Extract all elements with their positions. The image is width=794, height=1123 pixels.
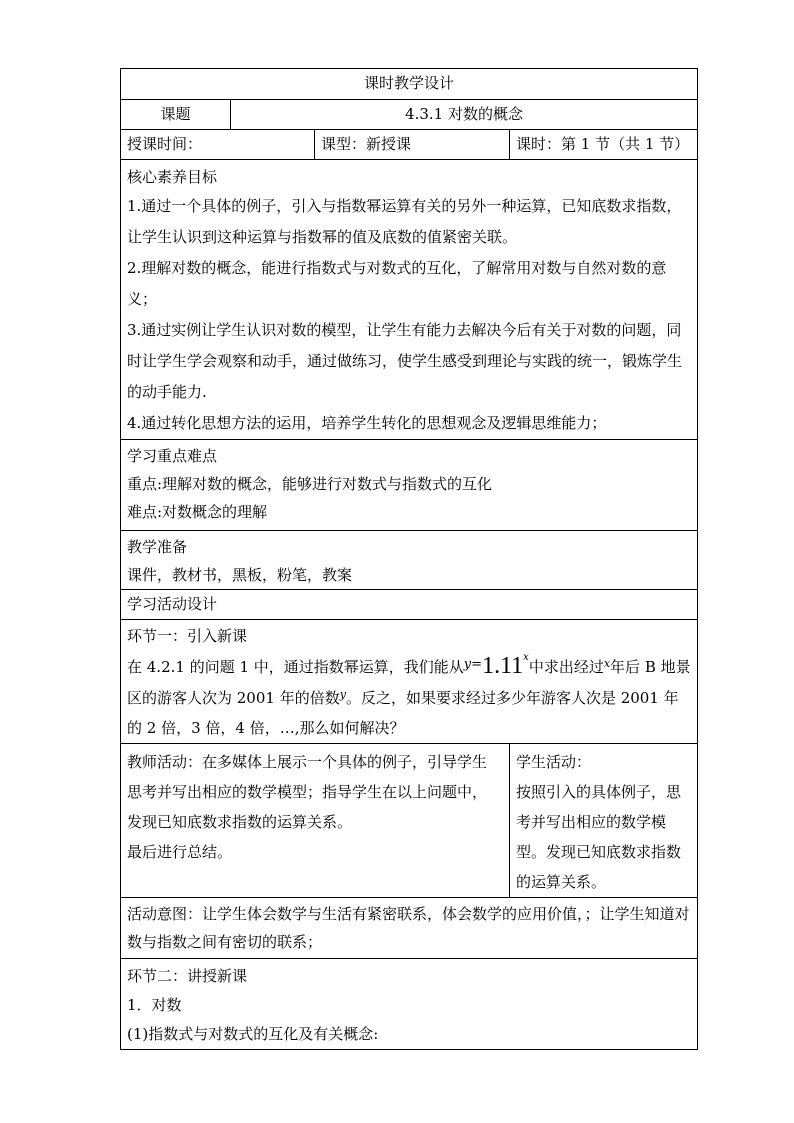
goals-row [121,160,698,440]
teacher-activity-cell [121,744,510,898]
focus-text: 重点:理解对数的概念，能够进行对数式与指数式的互化 [127,475,493,493]
teacher-activity-text: 教师活动：在多媒体上展示一个具体的例子，引导学生思考并写出相应的数学模型；指导学生在以上问题中，发现已知底数求指数的运算关系。 [127,753,488,831]
lesson-plan-table [120,68,698,1050]
lesson-plan-page [120,68,697,1050]
prep-content: 课件，教材书，黑板，粉笔，教案 [127,566,353,584]
student-activity-text: 按照引入的具体例子，思考并写出相应的数学模型。发现已知底数求指数的运算关系。 [516,783,682,891]
topic-label: 课题 [121,100,231,130]
meta-row [121,130,698,160]
teacher-activity-summary: 最后进行总结。 [127,843,233,861]
prep-heading: 教学准备 [127,538,188,556]
step2-row [121,959,698,1050]
activities-row [121,744,698,898]
step2-title: 环节二：讲授新课 [127,967,248,985]
keypoints-cell [121,440,698,531]
keypoints-heading: 学习重点难点 [127,447,218,465]
prep-cell [121,531,698,590]
var-y: y [339,688,346,701]
goal-item: 3.通过实例让学生认识对数的模型，让学生有能力去解决今后有关于对数的问题，同时让学生学会观察和动手，通过做练习，使学生感受到理论与实践的统一，锻炼学生的动手能力. [127,321,683,401]
prep-row [121,531,698,590]
goals-heading: 核心素养目标 [127,168,218,186]
topic-value: 4.3.1 对数的概念 [231,100,698,130]
activity-heading: 学习活动设计 [121,590,698,620]
intent-text: 活动意图：让学生体会数学与生活有紧密联系，体会数学的应用价值，；让学生知道对数与指数之间有密切的联系； [121,898,698,959]
table-title: 课时教学设计 [121,69,698,100]
step1-text-c: 年后 B 地景区的游客人次为 2001 年的倍数 [127,658,691,707]
type-label: 课型：新授课 [315,130,510,160]
difficulty-text: 难点:对数概念的理解 [127,503,268,521]
step1-text-d: 。反之，如果要求经过多少年游客人次是 2001 年的 2 倍，3 倍，4 倍，…,那么如何解决？ [127,689,679,737]
formula-y: y [463,657,472,672]
step2-item1: 1．对数 [127,996,182,1014]
step1-row [121,620,698,744]
step1-text-a: 在 4.2.1 的问题 1 中，通过指数幂运算，我们能从 [127,658,464,676]
var-x: x [603,657,611,670]
formula-eq: = [471,657,483,672]
time-label: 授课时间： [121,130,315,160]
student-activity-label: 学生活动： [516,753,592,771]
activity-heading-row [121,590,698,620]
title-row [121,69,698,100]
step1-text [127,651,691,743]
step1-title: 环节一：引入新课 [127,627,248,645]
step1-cell [121,620,698,744]
topic-row [121,100,698,130]
goal-item: 4.通过转化思想方法的运用，培养学生转化的思想观念及逻辑思维能力； [127,414,607,432]
goal-item: 2.理解对数的概念，能进行指数式与对数式的互化，了解常用对数与自然对数的意义； [127,259,667,308]
step2-cell [121,959,698,1050]
goal-item: 1.通过一个具体的例子，引入与指数幂运算有关的另外一种运算，已知底数求指数，让学生认识到这种运算与指数幂的值及底数的值紧密关联。 [127,197,682,246]
formula-exp: x [523,652,529,663]
step1-text-b: 中求出经过 [528,658,604,676]
keypoints-row [121,440,698,531]
step2-item2: (1)指数式与对数式的互化及有关概念: [127,1025,379,1043]
period-label: 课时：第 1 节（共 1 节） [510,130,698,160]
student-activity-cell [510,744,698,898]
formula-base: 1.11 [482,653,524,679]
goals-cell [121,160,698,440]
intent-row [121,898,698,959]
